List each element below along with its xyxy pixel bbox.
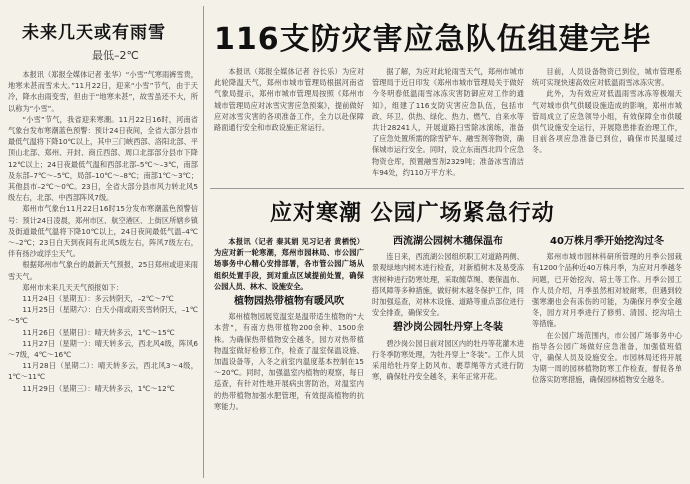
left-article-subhead: 最低–2℃ (92, 49, 139, 62)
lead-paragraph: 本报讯（记者 秦其娟 见习记者 黄栖悦）为应对新一轮寒潮，郑州市园林局、市公园广场事务中心精心安排部署，各市管公园广场从组织处置手段，到对重点区域提前处置，确保公园人员、林木、设施安全。 (214, 237, 364, 291)
main-article-col-2 (372, 66, 524, 184)
section-divider (210, 188, 684, 189)
forecast-line: 11月25日（星期六）：白天小雨或雨夹雪转阴天，–1℃～5℃ (8, 305, 198, 326)
paragraph: 本报讯（郑报全媒体记者 谷长乐）为应对此轮降温天气，郑州市城市管理局根据河南省气象局提示，郑州市城市管理局按照《郑州市城市管理局应对冰雪灾害应急预案》，提前做好应对冰雪灾害的各项准备工作，全力以赴保障路面通行安全和市政设施正常运行。 (214, 67, 364, 133)
forecast-line: 11月29日（星期三）：晴天转多云，1℃～12℃ (22, 383, 175, 393)
section-title: 碧沙岗公园牡丹穿上冬装 (393, 322, 503, 334)
second-article-col-2 (372, 232, 524, 480)
second-article-col-1 (214, 236, 364, 480)
paragraph: 郑州市气象台11月22日16时15分发布寒潮蓝色预警信号：预计24日凌晨，郑州市区、航空港区、上街区所辖乡镇及街道最低气温将下降10℃以上，24日夜间最低气温–4℃～–2℃；23日白天到夜间有北风5级左右，阵风7级左右，伴有扬沙或浮尘天气。 (8, 204, 198, 259)
section-title: 植物园热带植物有暖风吹 (234, 296, 344, 308)
paragraph: 根据郑州市气象台的最新天气预报，25日郑州或迎来雨雪天气。 (8, 260, 198, 281)
paragraph: 碧沙岗公园日前对园区内的牡丹等花灌木进行冬季防寒处理，为牡丹穿上“冬装”。工作人员采用给牡丹穿上防风布、裹草绳等方式进行防寒，确保牡丹安全越冬，来年正常开花。 (372, 338, 524, 382)
paragraph: 据了解，为应对此轮雨雪天气，郑州市城市管理局于近日印发《郑州市城市管理局关于做好今冬明春低温雨雪冰冻灾害防御应对工作的通知》，组建了116支防灾害应急队伍，包括市政、环卫、供热、绿化、热力、燃气、自来水等共计28241人，开展道路扫雪除冰演练，准备了应急处置所需的除雪铲车、融雪剂等物资，确保城市运行安全。同时，设立东南西北四个应急物资仓库，预置融雪剂2329吨；准备冰雪清洁车94处，约110万平方米。 (372, 67, 524, 177)
main-article-headline: 116支防灾害应急队伍组建完毕 (214, 22, 652, 57)
forecast-line: 11月27日（星期一）：晴天转多云，西北风4级，阵风6～7级，4℃～16℃ (8, 338, 198, 360)
column-divider-left (203, 6, 204, 478)
forecast-line: 11月28日（星期二）：晴天转多云，西北风3～4级，1℃～11℃ (8, 361, 198, 382)
paragraph: 郑州市未来几天天气预报如下： (22, 282, 124, 292)
main-article-col-1 (214, 66, 364, 184)
paragraph: 目前，人员设备物资已到位，城市管理系统可实现快速高效应对低温雨雪冰冻灾害。 (532, 67, 682, 88)
section-title: 西流湖公园树木穗保温布 (393, 236, 503, 247)
section-title: 40万株月季开始挖沟过冬 (550, 236, 664, 247)
paragraph: “小雪”节气，我省迎来寒潮。11月22日16时，河南省气象台发布寒潮蓝色预警：预计24日夜间，全省大部分县市最低气温将下降10℃以上，其中三门峡西部、洛阳北部、平顶山北部、郑州、开封、商丘西部、周口北部部分县市下降12℃以上；24日夜最低气温和西部北部–5℃～–3℃，南部及东部–7℃～–5℃，局部–10℃～–8℃；南部1℃～3℃；其他县市–2℃～0℃。23日，全省大部分县市风力转北风5级左右，北部、中西部阵风7级。 (8, 114, 198, 203)
paragraph: 连日来，西流湖公园组织职工对道路两侧、景观绿地内树木进行检查，对新植树木及易受冻害树种进行防寒处理，采取缠草绳、裹保温布、搭风障等多种措施，做好树木越冬保护工作，同时加强巡查，对林木设施、道路等重点部位进行安全排查，确保安全。 (372, 252, 524, 318)
forecast-line: 11月24日（星期五）：多云转阴天，–2℃～7℃ (22, 294, 174, 304)
left-article-body (8, 69, 198, 394)
paragraph: 在公园广场范围内，市公园广场事务中心指导各公园广场做好应急准备，加强值班值守，确保人员及设施安全。市园林局还将开展为期一周的园林植物防寒工作检查，督促各单位落实防寒措施，确保园林植物安全越冬。 (532, 330, 682, 385)
second-article-headline: 应对寒潮 公园广场紧急行动 (270, 201, 555, 226)
main-article-col-3 (532, 66, 682, 184)
left-article-headline: 未来几天或有雨雪 (22, 23, 166, 43)
forecast-line: 11月26日（星期日）：晴天转多云，1℃～15℃ (22, 327, 175, 337)
second-article-col-3 (532, 232, 682, 480)
paragraph: 此外，为有效应对低温雨雪冰冻等极端天气对城市供气供暖设施造成的影响，郑州市城管局成立了应急领导小组，有效保障全市供暖供气设施安全运行，开展隐患排查治理工作，目前各项应急准备已到位，确保市民温暖过冬。 (532, 89, 682, 155)
paragraph: 郑州植物园展览温室是温带适生植物的“大本营”，有南方热带植物200余种、1500余株。为确保热带植物安全越冬，园方对热带植物温室做好检修工作，检查了温室保温设施、加温设备等，入冬之前室内温度基本控制在15～20℃。同时，加强温室内植物的观察，每日巡查，有针对性地开展病虫害防治，对温室内的热带植物加强水肥管理，有效提高植物的抗寒能力。 (214, 312, 364, 411)
paragraph: 郑州市城市园林科研所管理的月季公园栽有1200个品种近40万株月季，为应对月季越冬问题，已开始挖沟、培土等工作。月季公园工作人员介绍，月季虽然相对较耐寒，但遇到较强寒潮也会有冻伤的可能，为确保月季安全越冬，园方对月季进行了修剪、清园、挖沟培土等措施。 (532, 252, 682, 329)
left-article (8, 4, 198, 480)
paragraph: 本报讯（郑报全媒体记者 张华）“小雪”气寒雨裤雪贵，地寒未甚而雪未大。”11月22日，迎来“小雪”节气，由于天冷，降水由雨变雪，但由于“地寒未甚”，故雪虽还不大，所以称为“小雪”。 (8, 70, 198, 113)
